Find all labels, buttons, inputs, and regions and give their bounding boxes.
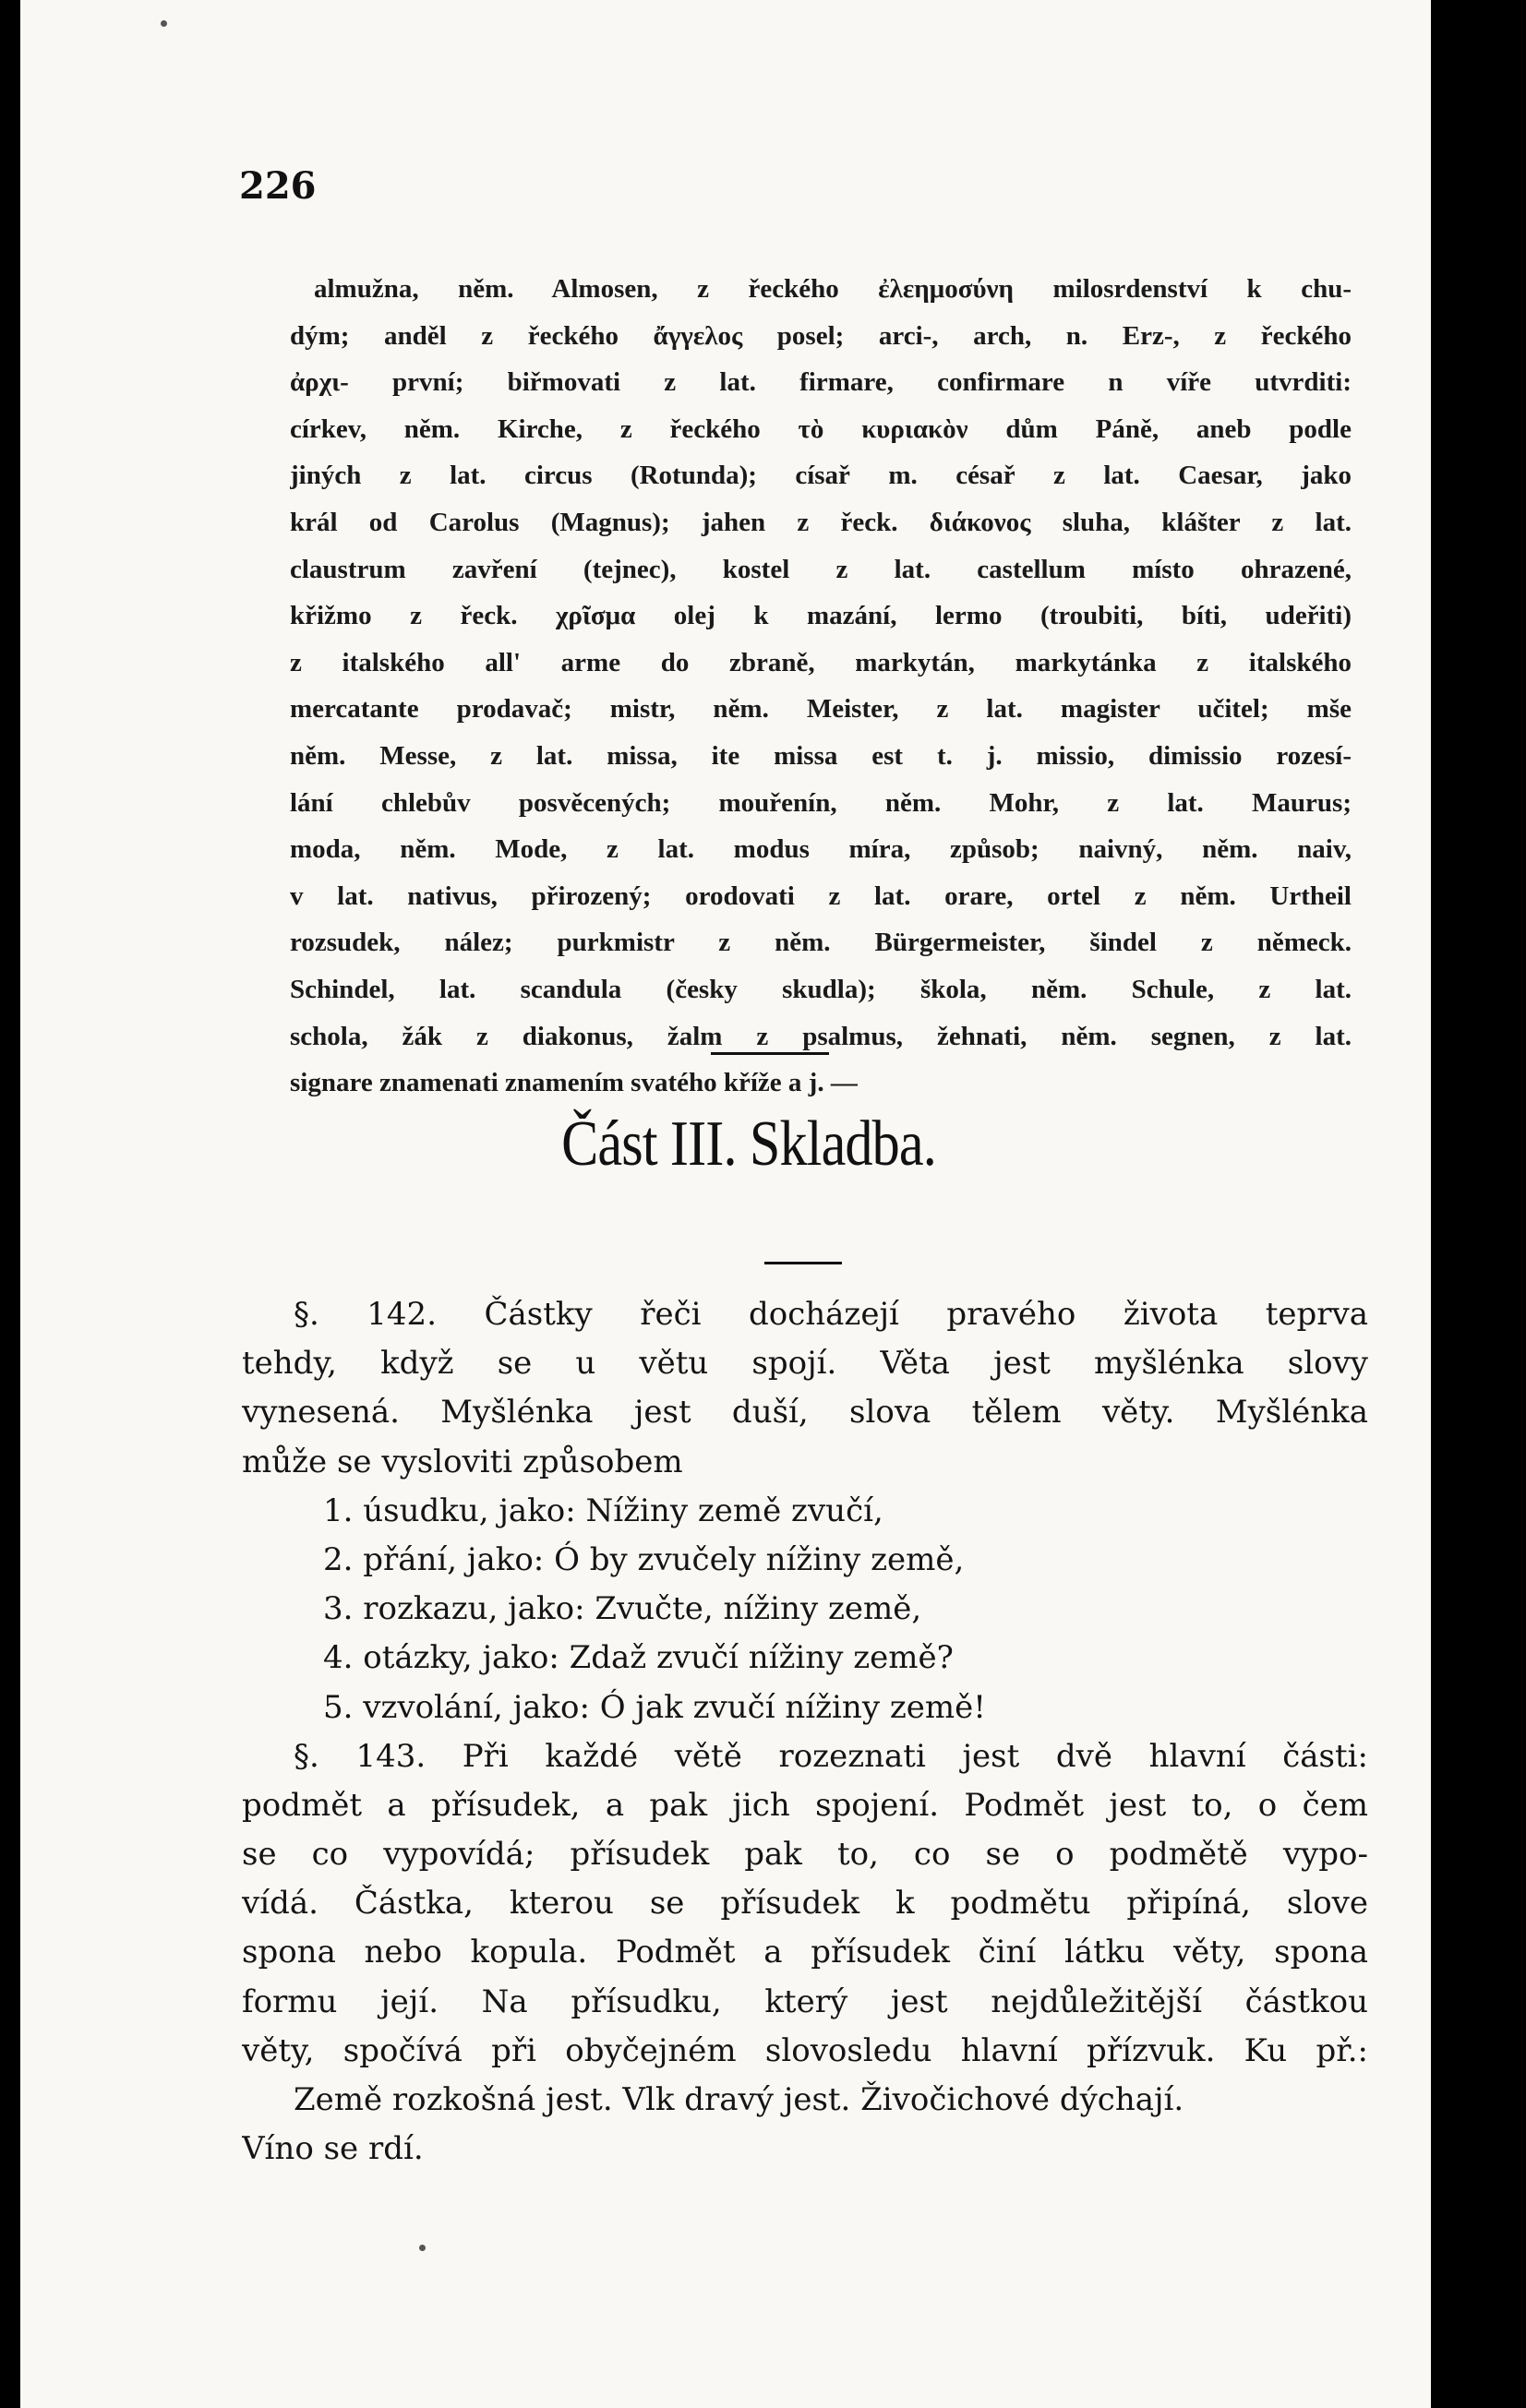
text-line: z italského all' arme do zbraně, markytán, markytánka z italského [290, 647, 1352, 677]
text-line: jiných z lat. circus (Rotunda); císař m. césař z lat. Caesar, jako [290, 461, 1352, 491]
section-title: Část III. Skladba. [561, 1108, 936, 1180]
text-line: se co vypovídá; přísudek pak to, co se o podmětě vypo- [242, 1836, 1368, 1874]
text-line: claustrum zavření (tejnec), kostel z lat. castellum místo ohrazené, [290, 554, 1352, 584]
book-page [20, 0, 1468, 2408]
text-line: věty, spočívá při obyčejném slovosledu hlavní přízvuk. Ku př.: [242, 2031, 1368, 2069]
page-number: 226 [239, 164, 317, 208]
list-item: 2. přání, jako: Ó by zvučely nížiny země, [323, 1540, 965, 1578]
text-line: vídá. Částka, kterou se přísudek k podmětu připíná, slove [242, 1885, 1368, 1923]
section-divider-bottom [764, 1262, 842, 1264]
text-line: podmět a přísudek, a pak jich spojení. Podmět jest to, o čem [242, 1786, 1368, 1824]
text-line: §. 143. Při každé větě rozeznati jest dvě hlavní části: [294, 1737, 1368, 1775]
text-line: Země rozkošná jest. Vlk dravý jest. Živočichové dýchají. [294, 2081, 1184, 2118]
text-line: schola, žák z diakonus, žalm z psalmus, žehnati, něm. segnen, z lat. [290, 1021, 1352, 1051]
text-line: vynesená. Myšlénka jest duší, slova tělem věty. Myšlénka [242, 1394, 1368, 1432]
text-line: ἀρχι- první; biřmovati z lat. firmare, confirmare n víře utvrditi: [290, 367, 1352, 398]
text-line: v lat. nativus, přirozený; orodovati z lat. orare, ortel z něm. Urtheil [290, 881, 1352, 911]
text-line: církev, něm. Kirche, z řeckého τὸ κυριακὸν dům Páně, aneb podle [290, 413, 1352, 444]
text-line: Víno se rdí. [242, 2130, 424, 2168]
ink-speck [161, 20, 167, 27]
text-line: moda, něm. Mode, z lat. modus míra, způsob; naivný, něm. naiv, [290, 834, 1352, 865]
text-line: §. 142. Částky řeči docházejí pravého života teprva [294, 1296, 1368, 1333]
text-line: Schindel, lat. scandula (česky skudla); škola, něm. Schule, z lat. [290, 974, 1352, 1004]
text-line: tehdy, když se u větu spojí. Věta jest myšlénka slovy [242, 1345, 1368, 1383]
text-line: formu její. Na přísudku, který jest nejdůležitější částkou [242, 1983, 1368, 2020]
text-line: almužna, něm. Almosen, z řeckého ἐλεημοσύνη milosrdenství k chu- [314, 274, 1352, 304]
ink-speck [419, 2245, 426, 2251]
text-line: dým; anděl z řeckého ἄγγελος posel; arci-, arch, n. Erz-, z řeckého [290, 320, 1352, 351]
list-item: 5. vzvolání, jako: Ó jak zvučí nížiny země! [323, 1688, 986, 1726]
list-item: 4. otázky, jako: Zdaž zvučí nížiny země? [323, 1639, 954, 1677]
etymology-paragraph [290, 266, 1352, 1107]
list-item: 1. úsudku, jako: Nížiny země zvučí, [323, 1492, 883, 1529]
text-line: signare znamenati znamením svatého kříže a j. — [290, 1068, 858, 1098]
list-item: 3. rozkazu, jako: Zvučte, nížiny země, [323, 1590, 922, 1628]
text-line: rozsudek, nález; purkmistr z něm. Bürgermeister, šindel z německ. [290, 928, 1352, 958]
text-line: král od Carolus (Magnus); jahen z řeck. διάκονος sluha, klášter z lat. [290, 507, 1352, 537]
text-line: může se vysloviti způsobem [242, 1443, 683, 1480]
section-divider-top [711, 1052, 829, 1055]
text-line: křižmo z řeck. χρῖσμα olej k mazání, lermo (troubiti, bíti, udeřiti) [290, 601, 1352, 631]
text-line: něm. Messe, z lat. missa, ite missa est t. j. missio, dimissio rozesí- [290, 740, 1352, 771]
page-edge-shadow [1431, 0, 1468, 2408]
body-text [242, 1290, 1368, 2174]
text-line: mercatante prodavač; mistr, něm. Meister, z lat. magister učitel; mše [290, 694, 1352, 725]
text-line: spona nebo kopula. Podmět a přísudek činí látku věty, spona [242, 1934, 1368, 1971]
text-line: lání chlebův posvěcených; mouřenín, něm. Mohr, z lat. Maurus; [290, 787, 1352, 818]
